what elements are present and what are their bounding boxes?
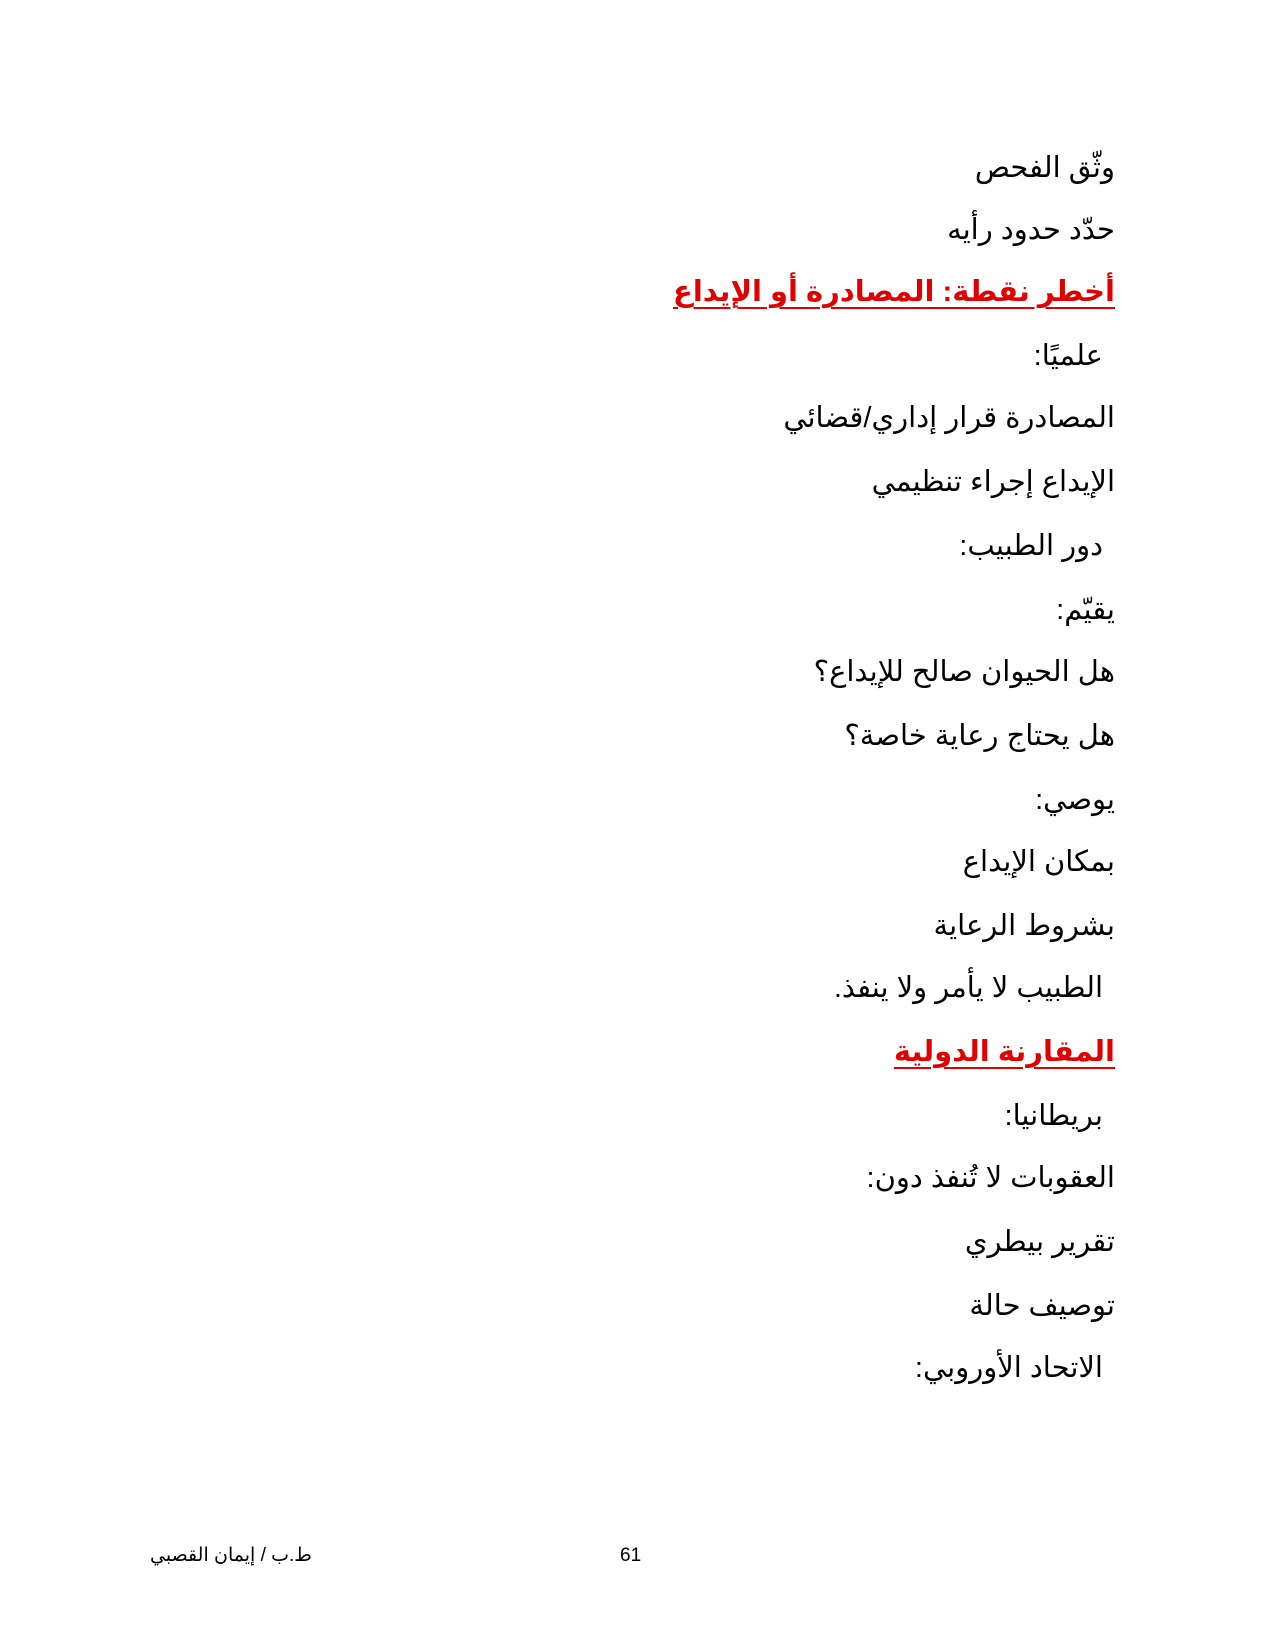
text-line: يقيّم: — [1056, 594, 1115, 626]
text-line: تقرير بيطري — [964, 1226, 1115, 1258]
text-line: يوصي: — [1035, 784, 1115, 816]
text-line: وثّق الفحص — [974, 152, 1115, 184]
text-line: العقوبات لا تُنفذ دون: — [866, 1162, 1115, 1194]
text-line: المصادرة قرار إداري/قضائي — [783, 402, 1115, 434]
text-line: هل الحيوان صالح للإيداع؟ — [813, 656, 1115, 688]
text-line: حدّد حدود رأيه — [947, 214, 1115, 246]
text-line: بريطانيا: — [1004, 1100, 1103, 1132]
text-line: بشروط الرعاية — [933, 910, 1115, 942]
section-heading: المقارنة الدولية — [893, 1036, 1115, 1068]
text-line: دور الطبيب: — [959, 530, 1103, 562]
text-line: علميًا: — [1033, 340, 1103, 372]
page-number: 61 — [620, 1545, 642, 1566]
text-line: هل يحتاج رعاية خاصة؟ — [844, 720, 1115, 752]
footer-author: ط.ب / إيمان القصبي — [150, 1545, 312, 1566]
text-line: بمكان الإيداع — [962, 846, 1115, 878]
section-heading: أخطر نقطة: المصادرة أو الإيداع — [673, 276, 1115, 308]
text-line: توصيف حالة — [969, 1290, 1115, 1322]
text-line: الطبيب لا يأمر ولا ينفذ. — [833, 972, 1103, 1004]
text-line: الاتحاد الأوروبي: — [914, 1352, 1103, 1384]
text-line: الإيداع إجراء تنظيمي — [871, 466, 1115, 498]
